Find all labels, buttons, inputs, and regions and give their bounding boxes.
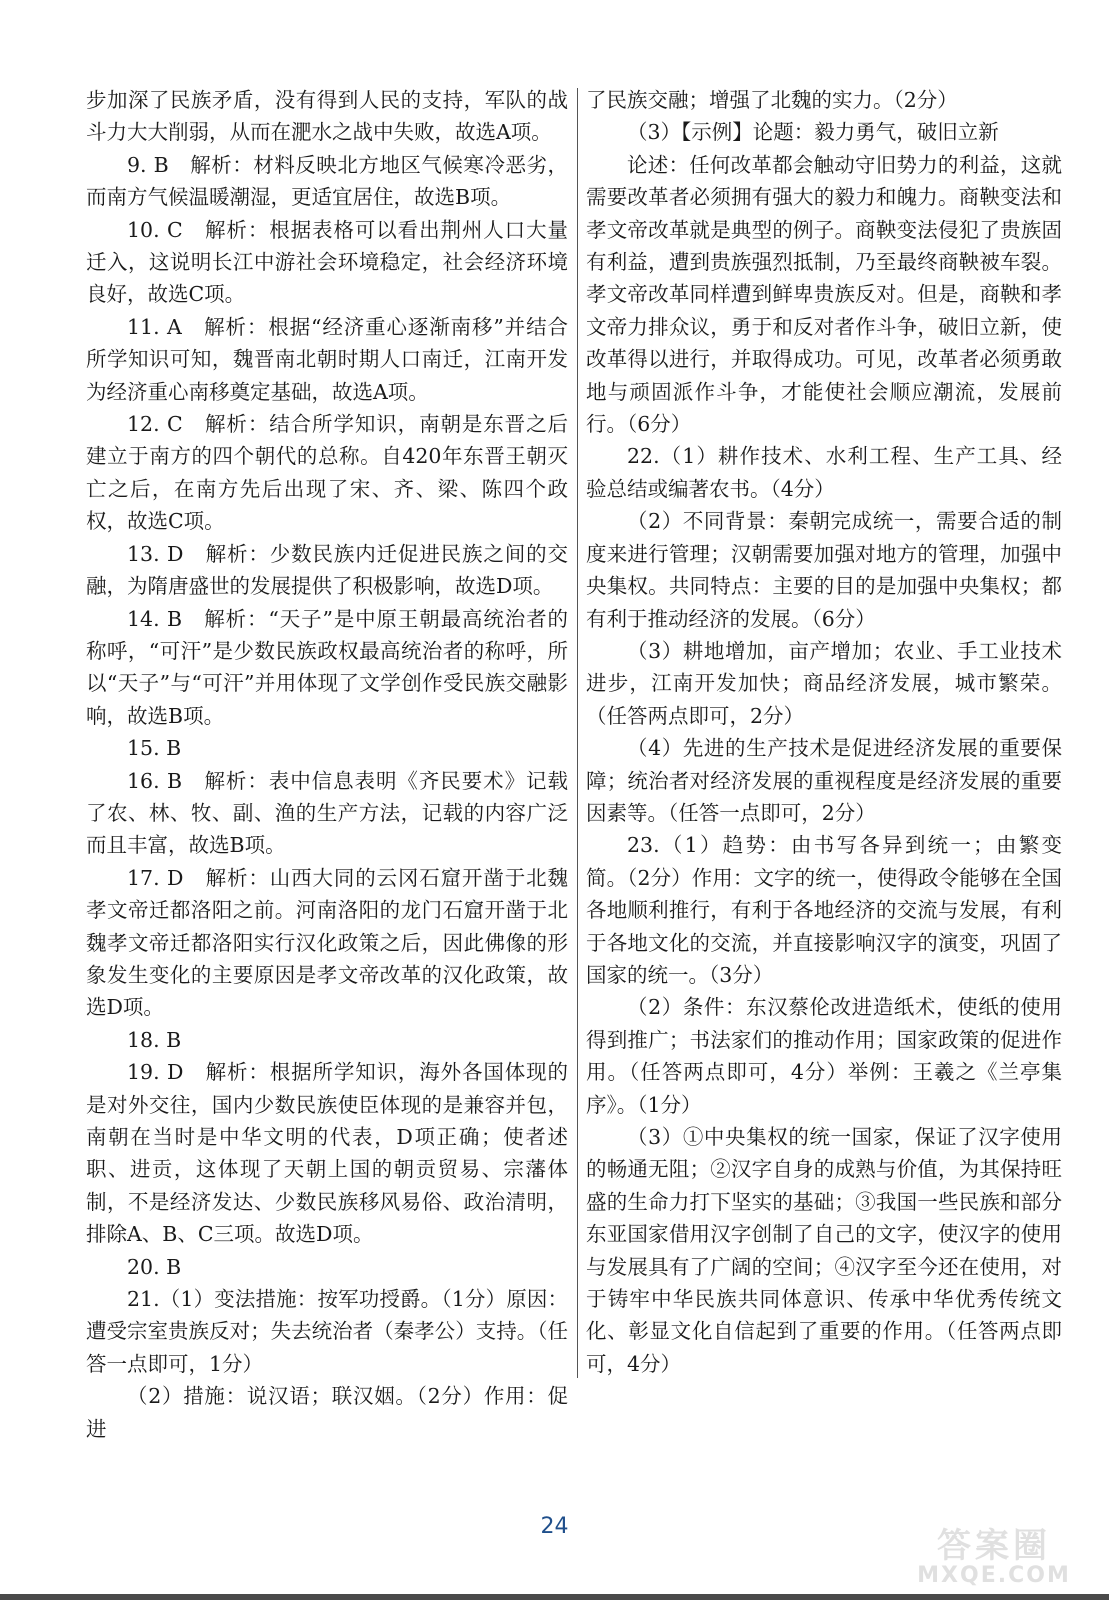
answer-paragraph: 16. B 解析：表中信息表明《齐民要术》记载了农、林、牧、副、渔的生产方法，记载的内容广泛而且丰富，故选B项。	[86, 768, 568, 858]
answer-paragraph: 22.（1）耕作技术、水利工程、生产工具、经验总结或编著农书。（4分）	[586, 444, 1062, 501]
scan-edge	[0, 1594, 1109, 1600]
answer-paragraph: 15. B	[127, 736, 182, 761]
answer-paragraph: 14. B 解析：“天子”是中原王朝最高统治者的称呼，“可汗”是少数民族政权最高统治者的称呼，所以“天子”与“可汗”并用体现了文学创作受民族交融影响，故选B项。	[86, 606, 568, 728]
watermark-logo	[889, 1518, 1099, 1588]
answer-paragraph: 17. D 解析：山西大同的云冈石窟开凿于北魏孝文帝迁都洛阳之前。河南洛阳的龙门石窟开凿于北魏孝文帝迁都洛阳实行汉化政策之后，因此佛像的形象发生变化的主要原因是孝文帝改革的汉化政策，故选D项。	[86, 865, 568, 1020]
answer-paragraph: 12. C 解析：结合所学知识，南朝是东晋之后建立于南方的四个朝代的总称。自420年东晋王朝灭亡之后，在南方先后出现了宋、齐、梁、陈四个政权，故选C项。	[86, 412, 568, 534]
answer-paragraph: （4）先进的生产技术是促进经济发展的重要保障；统治者对经济发展的重视程度是经济发展的重要因素等。（任答一点即可，2分）	[586, 736, 1062, 825]
answer-paragraph: 19. D 解析：根据所学知识，海外各国体现的是对外交往，国内少数民族使臣体现的是兼容并包，南朝在当时是中华文明的代表，D项正确；使者述职、进贡，这体现了天朝上国的朝贡贸易、宗藩体制，不是经济发达、少数民族移风易俗、政治清明，排除A、B、C三项。故选D项。	[86, 1060, 568, 1247]
answer-paragraph: 了民族交融；增强了北魏的实力。（2分）	[586, 88, 958, 112]
answer-paragraph: （2）条件：东汉蔡伦改进造纸术，使纸的使用得到推广；书法家们的推动作用；国家政策的促进作用。（任答两点即可，4分）举例：王羲之《兰亭集序》。（1分）	[586, 995, 1062, 1117]
answer-paragraph: 20. B	[127, 1254, 182, 1279]
column-divider	[577, 88, 578, 1378]
page-number: 24	[540, 1514, 569, 1539]
answer-paragraph: 18. B	[127, 1027, 182, 1052]
answer-paragraph: （3）①中央集权的统一国家，保证了汉字使用的畅通无阻；②汉字自身的成熟与价值，为其保持旺盛的生命力打下坚实的基础；③我国一些民族和部分东亚国家借用汉字创制了自己的文字，使汉字的使用与发展具有了广阔的空间；④汉字至今还在使用，对于铸牢中华民族共同体意识、传承中华优秀传统文化、彰显文化自信起到了重要的作用。（任答两点即可，4分）	[586, 1125, 1062, 1376]
answer-paragraph: 步加深了民族矛盾，没有得到人民的支持，军队的战斗力大大削弱，从而在淝水之战中失败，故选A项。	[86, 88, 568, 145]
answer-paragraph: （2）措施：说汉语；联汉姻。（2分）作用：促进	[86, 1384, 568, 1441]
answer-paragraph: 9. B 解析：材料反映北方地区气候寒冷恶劣，而南方气候温暖潮湿，更适宜居住，故选B项。	[86, 152, 568, 210]
answer-paragraph: （3）【示例】论题：毅力勇气，破旧立新	[627, 120, 999, 145]
answer-paragraph: 13. D 解析：少数民族内迁促进民族之间的交融，为隋唐盛世的发展提供了积极影响，故选D项。	[86, 541, 568, 599]
answer-paragraph: 10. C 解析：根据表格可以看出荆州人口大量迁入，这说明长江中游社会环境稳定，社会经济环境良好，故选C项。	[86, 217, 568, 307]
left-column	[86, 84, 568, 1445]
answer-paragraph: （3）耕地增加，亩产增加；农业、手工业技术进步，江南开发加快；商品经济发展，城市繁荣。（任答两点即可，2分）	[586, 638, 1062, 728]
right-column	[586, 84, 1062, 1380]
watermark-logo-url: MXQE.COM	[917, 1563, 1071, 1588]
answer-paragraph: 21.（1）变法措施：按军功授爵。（1分）原因：遭受宗室贵族反对；失去统治者（秦孝公）支持。（任答一点即可，1分）	[86, 1287, 568, 1376]
answer-paragraph: （2）不同背景：秦朝完成统一，需要合适的制度来进行管理；汉朝需要加强对地方的管理，加强中央集权。共同特点：主要的目的是加强中央集权；都有利于推动经济的发展。（6分）	[586, 509, 1062, 631]
answer-paragraph: 11. A 解析：根据“经济重心逐渐南移”并结合所学知识可知，魏晋南北朝时期人口南迁，江南开发为经济重心南移奠定基础，故选A项。	[86, 314, 568, 404]
watermark-logo-text: 答案圈	[937, 1526, 1051, 1566]
answer-paragraph: 论述：任何改革都会触动守旧势力的利益，这就需要改革者必须拥有强大的毅力和魄力。商鞅变法和孝文帝改革就是典型的例子。商鞅变法侵犯了贵族固有利益，遭到贵族强烈抵制，乃至最终商鞅被车裂。孝文帝改革同样遭到鲜卑贵族反对。但是，商鞅和孝文帝力排众议，勇于和反对者作斗争，破旧立新，使改革得以进行，并取得成功。可见，改革者必须勇敢地与顽固派作斗争，才能使社会顺应潮流，发展前行。（6分）	[586, 152, 1062, 437]
answer-paragraph: 23.（1）趋势：由书写各异到统一；由繁变简。（2分）作用：文字的统一，使得政令能够在全国各地顺利推行，有利于各地经济的交流与发展，有利于各地文化的交流，并直接影响汉字的演变，巩固了国家的统一。（3分）	[586, 833, 1062, 987]
